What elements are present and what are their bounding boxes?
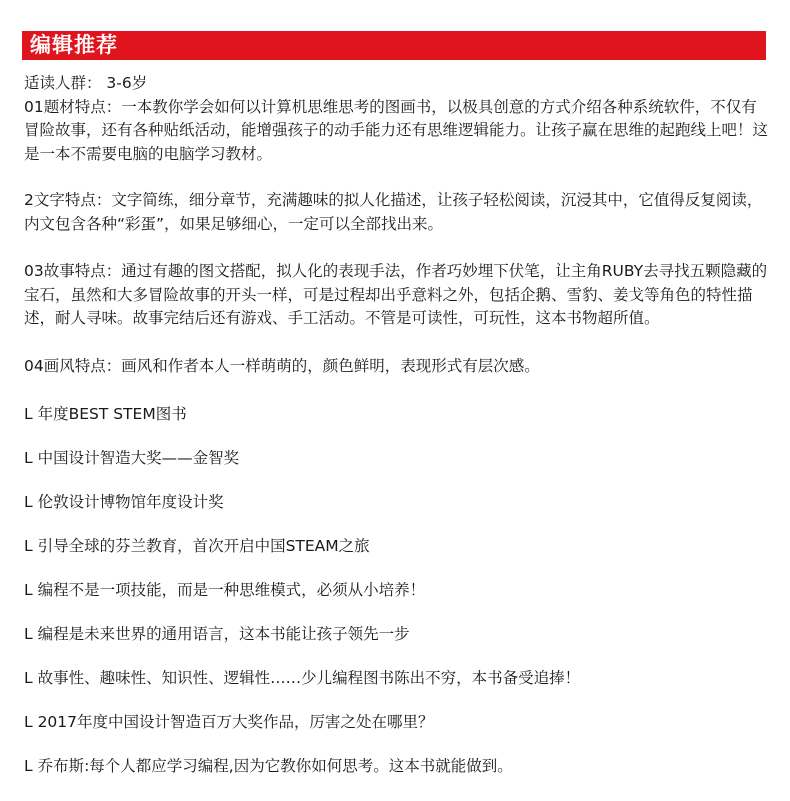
highlight-item: L 编程不是一项技能，而是一种思维模式，必须从小培养！: [24, 581, 426, 599]
story-feature: 03故事特点：通过有趣的图文搭配，拟人化的表现手法，作者巧妙埋下伏笔，让主角RUBY去寻找五颗隐藏的宝石，虽然和大多冒险故事的开头一样，可是过程却出乎意料之外，包括企鹅、雪豹、姜戈等角色的特性描述，耐人寻味。故事完结后还有游戏、手工活动。不管是可读性，可玩性，这本书物超所值。: [24, 262, 768, 327]
editor-recommendation-content: [24, 72, 772, 780]
reader-age: 适读人群： 3-6岁: [24, 74, 148, 92]
section-header-bar: [22, 31, 766, 60]
highlight-item: L 伦敦设计博物馆年度设计奖: [24, 493, 224, 511]
section-title: 编辑推荐: [30, 33, 118, 57]
highlight-item: L 编程是未来世界的通用语言，这本书能让孩子领先一步: [24, 625, 410, 643]
highlight-item: L 乔布斯:每个人都应学习编程,因为它教你如何思考。这本书就能做到。: [24, 757, 513, 775]
highlight-item: L 故事性、趣味性、知识性、逻辑性……少儿编程图书陈出不穷，本书备受追捧！: [24, 669, 581, 687]
text-feature: 2文字特点：文字简练，细分章节，充满趣味的拟人化描述，让孩子轻松阅读，沉浸其中，它值得反复阅读，内文包含各种“彩蛋”，如果足够细心，一定可以全部找出来。: [24, 191, 763, 233]
highlight-item: L 2017年度中国设计智造百万大奖作品，厉害之处在哪里？: [24, 713, 434, 731]
highlight-item: L 引导全球的芬兰教育，首次开启中国STEAM之旅: [24, 537, 370, 555]
highlight-item: L 中国设计智造大奖——金智奖: [24, 449, 240, 467]
highlight-item: L 年度BEST STEM图书: [24, 405, 187, 423]
art-feature: 04画风特点：画风和作者本人一样萌萌的，颜色鲜明，表现形式有层次感。: [24, 356, 540, 375]
topic-feature: 01题材特点：一本教你学会如何以计算机思维思考的图画书，以极具创意的方式介绍各种系统软件，不仅有冒险故事，还有各种贴纸活动，能增强孩子的动手能力还有思维逻辑能力。让孩子赢在思维的起跑线上吧！这是一本不需要电脑的电脑学习教材。: [24, 97, 769, 163]
